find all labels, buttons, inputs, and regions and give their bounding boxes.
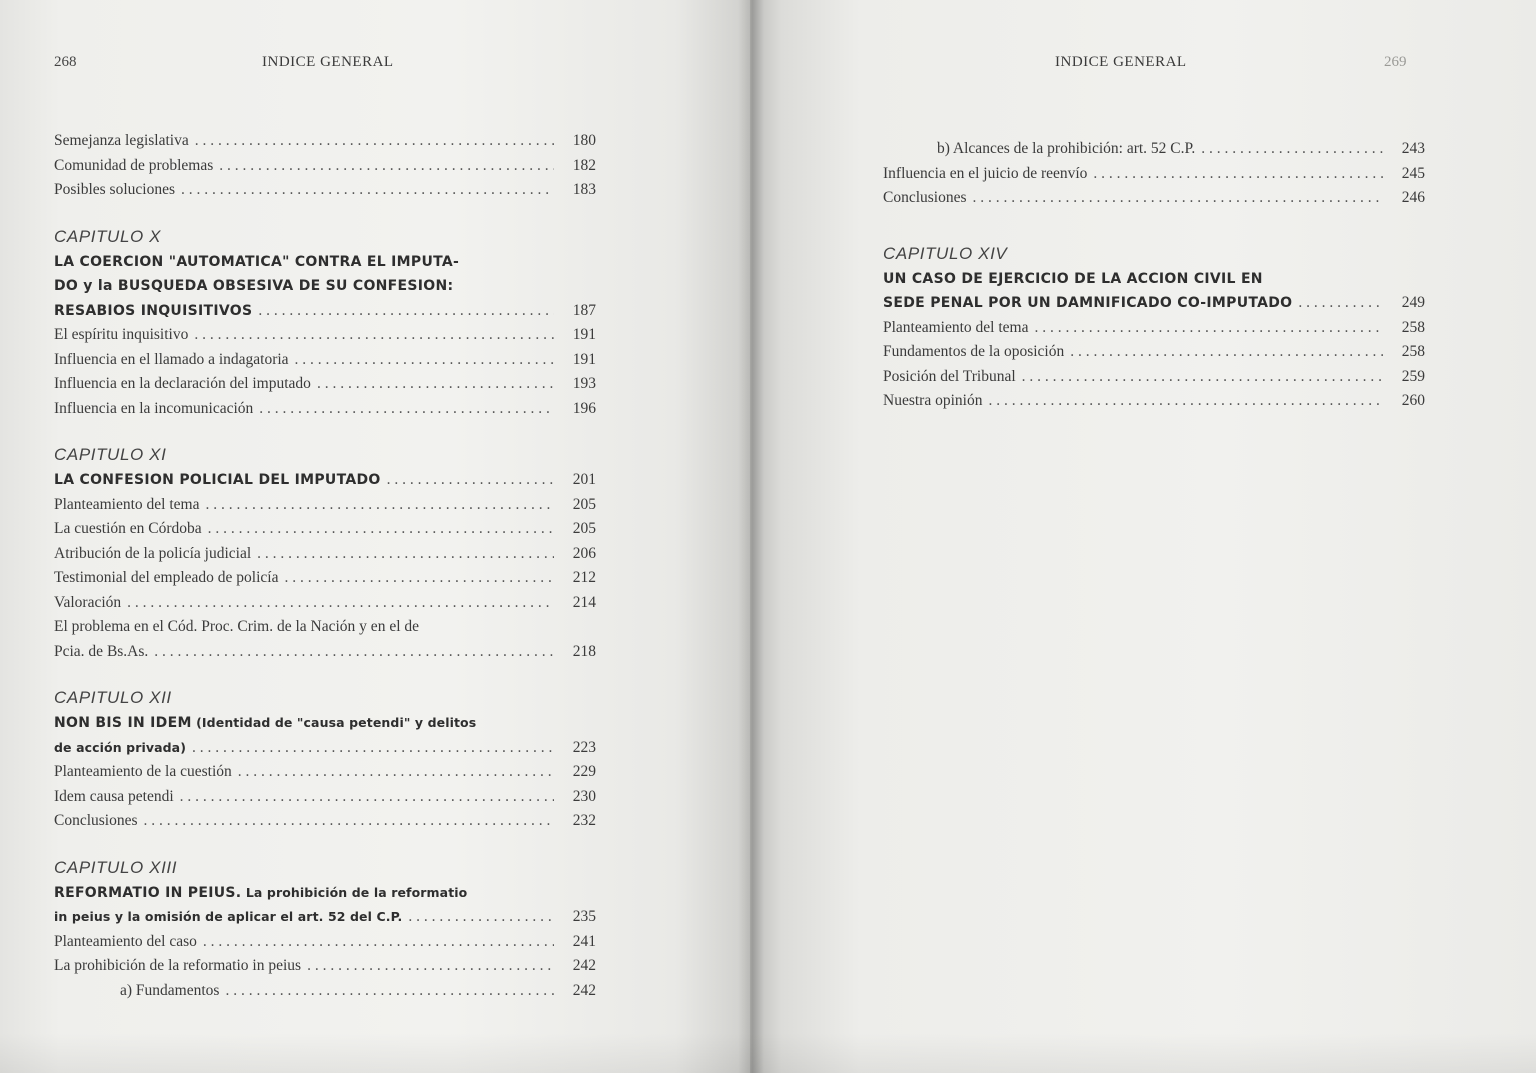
toc-entry: Planteamiento de la cuestión . . . 229 <box>54 760 596 785</box>
toc-entry: Idem causa petendi . . . 230 <box>54 785 596 810</box>
toc-entry: in peius y la omisión de aplicar el art. 52 del C.P. . . . 235 <box>54 905 596 930</box>
toc-entry: Valoración . . . 214 <box>54 591 596 616</box>
toc-entry: Influencia en el juicio de reenvío . . . 245 <box>883 162 1425 187</box>
chapter-heading: CAPITULO XI <box>54 445 167 464</box>
left-page <box>0 0 750 1073</box>
toc-entry: Posibles soluciones . . . 183 <box>54 178 596 203</box>
chapter-title: DO y la BUSQUEDA OBSESIVA DE SU CONFESION: <box>54 278 454 294</box>
toc-entry: Conclusiones . . . 246 <box>883 186 1425 211</box>
toc-sub-entry: a) Fundamentos . . . 242 <box>54 979 596 1004</box>
chapter-title: LA COERCION "AUTOMATICA" CONTRA EL IMPUTA- <box>54 253 460 270</box>
chapter-title: UN CASO DE EJERCICIO DE LA ACCION CIVIL EN <box>883 270 1263 287</box>
toc-entry: Semejanza legislativa . . . 180 <box>54 129 596 154</box>
table-of-contents <box>883 137 1425 414</box>
chapter-title: REFORMATIO IN PEIUS. La prohibición de la reformatio <box>54 884 468 901</box>
toc-entry: SEDE PENAL POR UN DAMNIFICADO CO-IMPUTADO . . . 249 <box>883 291 1425 316</box>
toc-entry: El problema en el Cód. Proc. Crim. de la Nación y en el de <box>54 618 420 635</box>
toc-entry: Influencia en la incomunicación . . . 196 <box>54 397 596 422</box>
toc-entry: Comunidad de problemas . . . 182 <box>54 154 596 179</box>
table-of-contents <box>54 129 596 1003</box>
chapter-title: NON BIS IN IDEM (Identidad de "causa petendi" y delitos <box>54 715 477 731</box>
toc-entry: Influencia en el llamado a indagatoria . . . 191 <box>54 348 596 373</box>
page-shadow <box>0 1033 1536 1073</box>
page-number: 269 <box>1384 54 1407 70</box>
toc-sub-entry: b) Alcances de la prohibición: art. 52 C.P. . . . 243 <box>883 137 1425 162</box>
toc-entry: El espíritu inquisitivo . . . 191 <box>54 323 596 348</box>
toc-entry: LA CONFESION POLICIAL DEL IMPUTADO . . . 201 <box>54 468 596 493</box>
toc-entry: RESABIOS INQUISITIVOS . . . 187 <box>54 299 596 324</box>
toc-entry: Nuestra opinión . . . 260 <box>883 389 1425 414</box>
toc-entry: Conclusiones . . . 232 <box>54 809 596 834</box>
chapter-heading: CAPITULO XIII <box>54 857 178 877</box>
running-head: INDICE GENERAL <box>262 54 394 70</box>
chapter-heading: CAPITULO X <box>54 226 162 246</box>
running-head: INDICE GENERAL <box>1055 54 1187 70</box>
toc-entry: Pcia. de Bs.As. . . . 218 <box>54 640 596 665</box>
toc-entry: La cuestión en Córdoba . . . 205 <box>54 517 596 542</box>
chapter-heading: CAPITULO XIV <box>883 243 1008 263</box>
toc-entry: Atribución de la policía judicial . . . 206 <box>54 542 596 567</box>
toc-entry: Planteamiento del tema . . . 258 <box>883 316 1425 341</box>
toc-entry: Influencia en la declaración del imputado . . . 193 <box>54 372 596 397</box>
toc-entry: Testimonial del empleado de policía . . . 212 <box>54 566 596 591</box>
page-number: 268 <box>54 54 77 70</box>
toc-entry: La prohibición de la reformatio in peius . . . 242 <box>54 954 596 979</box>
toc-entry: Planteamiento del caso . . . 241 <box>54 930 596 955</box>
chapter-heading: CAPITULO XII <box>54 688 172 707</box>
book-gutter <box>738 0 764 1073</box>
toc-entry: Planteamiento del tema . . . 205 <box>54 493 596 518</box>
toc-entry: de acción privada) . . . 223 <box>54 736 596 761</box>
toc-entry: Posición del Tribunal . . . 259 <box>883 365 1425 390</box>
toc-entry: Fundamentos de la oposición . . . 258 <box>883 340 1425 365</box>
